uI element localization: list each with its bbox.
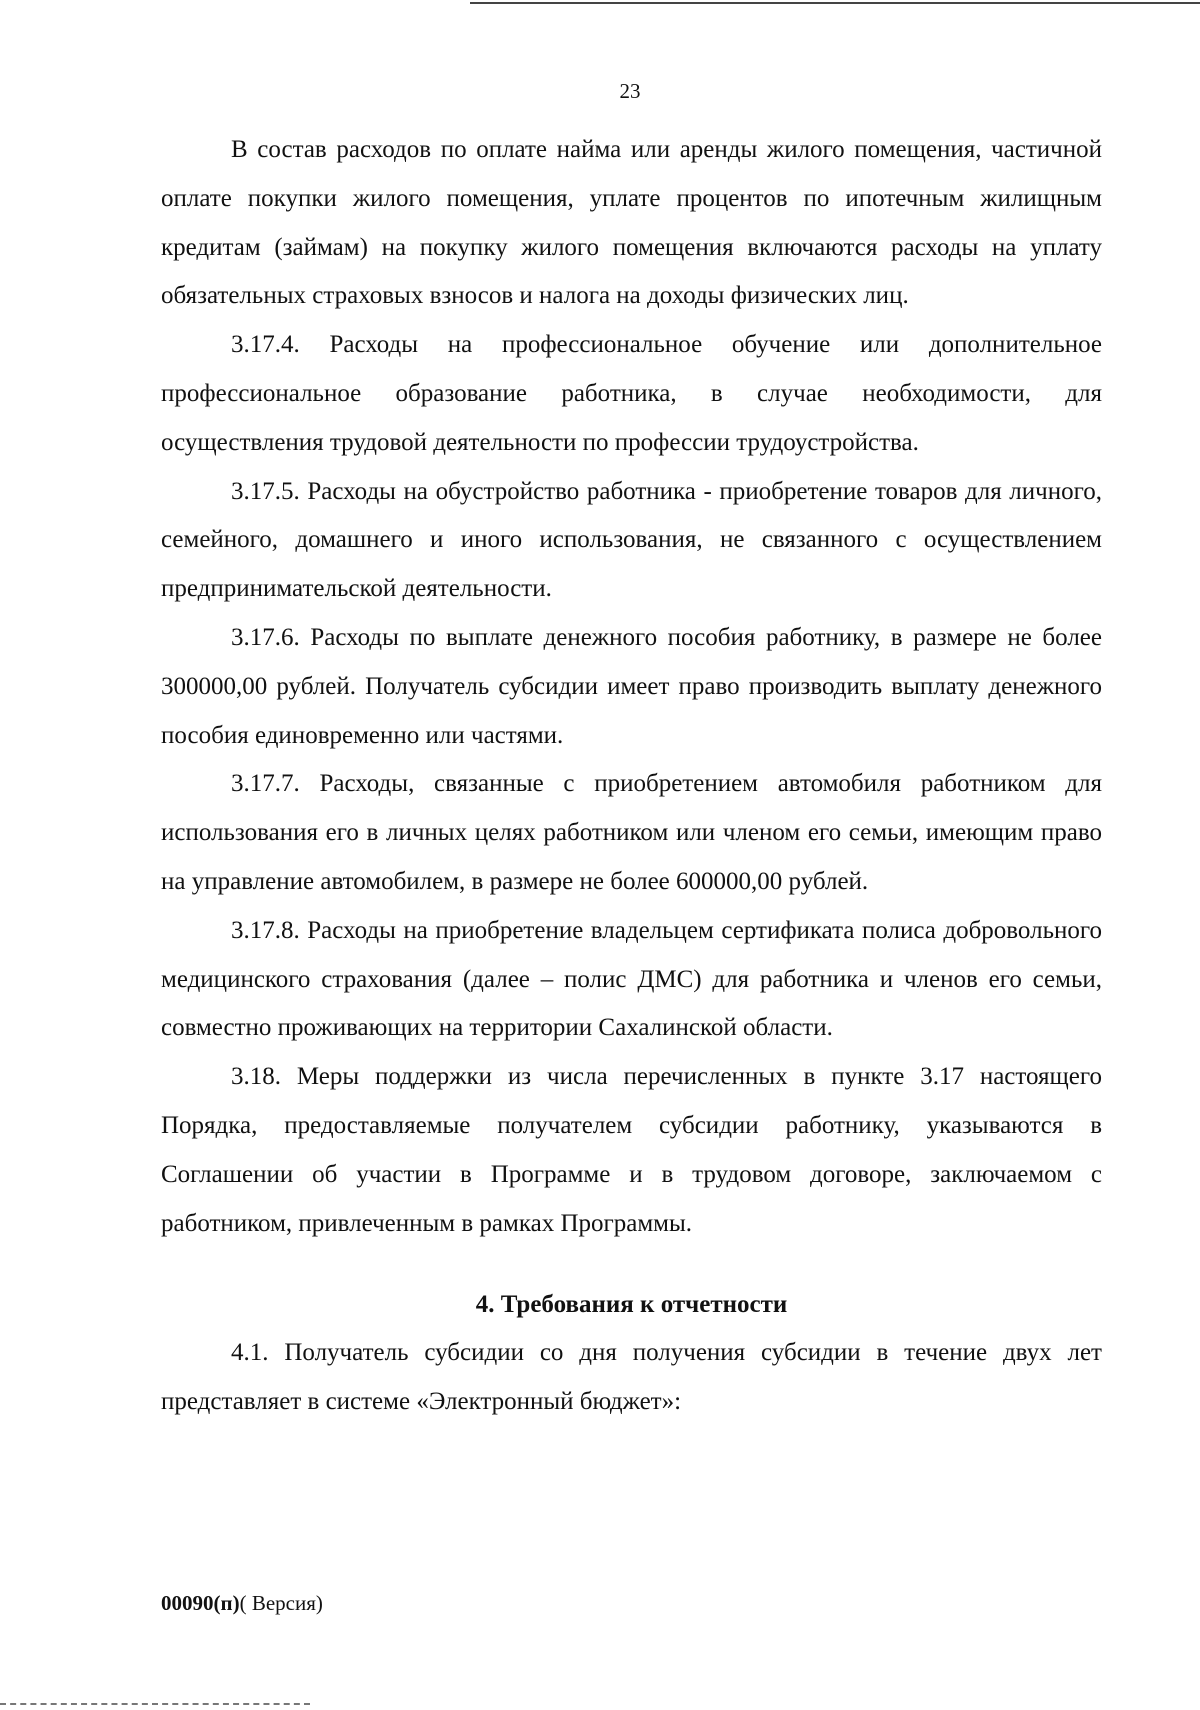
document-code: 00090(п) bbox=[161, 1591, 240, 1615]
paragraph-3-17-5: 3.17.5. Расходы на обустройство работника - приобретение товаров для личного, семейного, домашнего и иного использования, не связанного с осуществлением предпринимательской деятельности. bbox=[161, 477, 1102, 603]
document-body bbox=[161, 126, 1102, 1427]
paragraph-3-17-7: 3.17.7. Расходы, связанные с приобретением автомобиля работником для использования его в личных целях работником или членом его семьи, имеющим право на управление автомобилем, в размере не более 600000,00 рублей. bbox=[161, 770, 1102, 895]
paragraph-housing-expenses: В состав расходов по оплате найма или аренды жилого помещения, частичной оплате покупки жилого помещения, уплате процентов по ипотечным жилищным кредитам (займам) на покупку жилого помещения включаются расходы на уплату обязательных страховых взносов и налога на доходы физических лиц. bbox=[161, 136, 1102, 310]
paragraph-3-17-8: 3.17.8. Расходы на приобретение владельцем сертификата полиса добровольного медицинского страхования (далее – полис ДМС) для работника и членов его семьи, совместно проживающих на территории Сахалинской области. bbox=[161, 916, 1102, 1042]
document-footer bbox=[161, 1588, 323, 1618]
paragraph-3-17-4: 3.17.4. Расходы на профессиональное обучение или дополнительное профессиональное образование работника, в случае необходимости, для осуществления трудовой деятельности по профессии трудоустройства. bbox=[161, 331, 1102, 456]
bottom-edge-line bbox=[0, 1703, 310, 1705]
paragraph-3-18: 3.18. Меры поддержки из числа перечисленных в пункте 3.17 настоящего Порядка, предоставляемые получателем субсидии работнику, указываются в Соглашении об участии в Программе и в трудовом договоре, заключаемом с работником, привлеченным в рамках Программы. bbox=[161, 1063, 1102, 1237]
paragraph-4-1: 4.1. Получатель субсидии со дня получения субсидии в течение двух лет представляет в системе «Электронный бюджет»: bbox=[161, 1339, 1102, 1416]
page-number: 23 bbox=[619, 79, 641, 103]
paragraph-3-17-6: 3.17.6. Расходы по выплате денежного пособия работнику, в размере не более 300000,00 рублей. Получатель субсидии имеет право производить выплату денежного пособия единовременно или частями. bbox=[161, 623, 1102, 749]
section-heading: 4. Требования к отчетности bbox=[475, 1291, 788, 1319]
top-edge-line bbox=[470, 2, 1200, 4]
document-version: ( Версия) bbox=[239, 1591, 323, 1615]
